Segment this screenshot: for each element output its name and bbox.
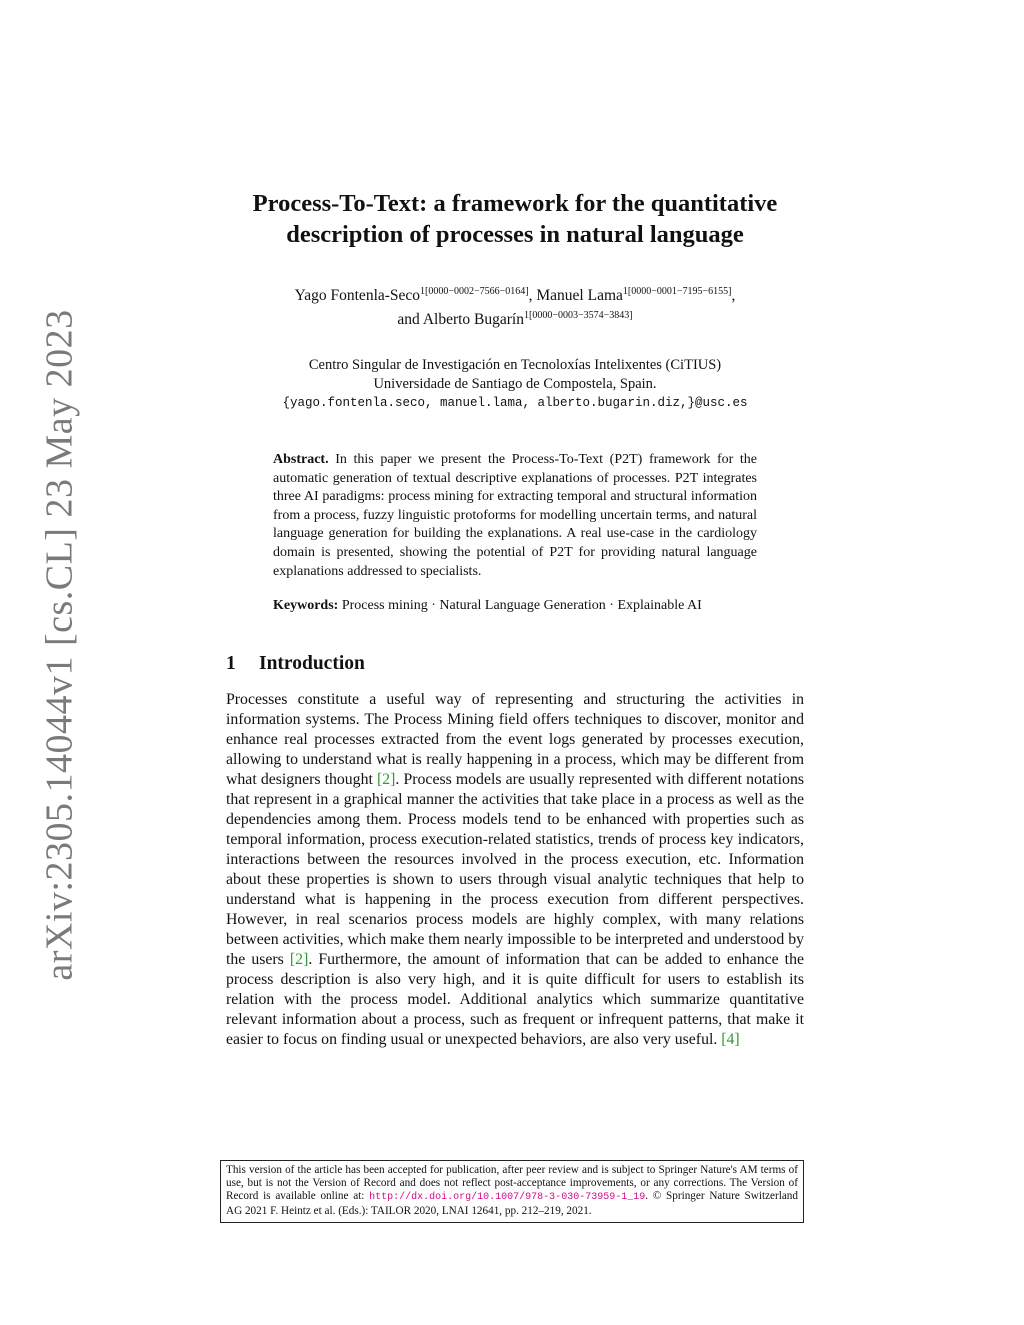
title-line-2: description of processes in natural language: [286, 221, 744, 248]
affiliation: [226, 356, 804, 413]
affiliation-line: Centro Singular de Investigación en Tecnoloxías Intelixentes (CiTIUS): [308, 357, 722, 373]
note-text: . © Springer Nature Switzerland AG 2021 F. Heintz et al. (Eds.): TAILOR 2020, LNAI 12641, pp. 212–219, 2021.: [226, 1190, 798, 1217]
note-text: This version of the article has been accepted for publication, after peer review and is subject to Springer Nature's AM terms of use, but is not the Version of Record and does not reflect post-acceptance improvements, or any corrections. The Version of Record is available online at:: [226, 1164, 798, 1203]
abstract-text: In this paper we present the Process-To-Text (P2T) framework for the automatic generation of textual descriptive explanations of processes. P2T integrates three AI paradigms: process mining for extracting temporal and structural information from a process, fuzzy linguistic protoforms for modelling uncertain terms, and natural language generation for building the explanations. A real use-case in the cardiology domain is presented, showing the potential of P2T for providing natural language explanations addressed to specialists.: [273, 452, 757, 579]
affiliation-line: Universidade de Santiago de Compostela, Spain.: [373, 376, 657, 392]
author-orcid: 1[0000−0003−3574−3843]: [523, 310, 633, 321]
author-name: and Alberto Bugarín: [397, 311, 524, 328]
section-title: Introduction: [259, 652, 365, 674]
paragraph-text: . Process models are usually represented with different notations that represent in a graphical manner the activities that take place in a process as well as the dependencies among them. Process models tend to be enhanced with properties such as temporal information, process execution-related statistics, trends of process key indicators, interactions between the resources involved in the process execution, etc. Information about these properties is shown to users through visual analytic techniques that help to understand what is happening in the process execution from different perspectives. However, in real scenarios process models are highly complex, with many relations between activities, which make them nearly impossible to be interpreted and understood by the users: [226, 770, 804, 968]
keywords: [273, 597, 757, 616]
author-name: Manuel Lama: [536, 287, 623, 304]
paragraph-text: Processes constitute a useful way of representing and structuring the activities in information systems. The Process Mining field offers techniques to discover, monitor and enhance real processes extracted from the event logs generated by processes execution, allowing to understand what is really happening in a process, which may be different from what designers thought: [226, 690, 804, 788]
author-list: Yago Fontenla-Seco$^{1[0000-0002-7566-0164]}$, Manuel Lama$^{1[0000-0001-7195-6155]}$, and Alberto Bugarín$^{1[0000-0003-3574-3843]}$: [294, 286, 736, 328]
keywords-label: Keywords:: [273, 598, 339, 614]
abstract-label: Abstract.: [273, 452, 329, 467]
section-heading: [226, 652, 804, 676]
publication-note: [220, 1160, 804, 1223]
paragraph-text: . Furthermore, the amount of information that can be added to enhance the process description is also very high, and it is quite difficult for users to establish its relation with the process model. Additional analytics which summarize quantitative relevant information about a process, such as frequent or infrequent patterns, that make it easier to focus on finding usual or unexpected behaviors, are also very useful.: [226, 950, 804, 1048]
citation-link[interactable]: [2]: [289, 950, 309, 968]
doi-link[interactable]: http://dx.doi.org/10.1007/978-3-030-73959-1_19: [369, 1192, 646, 1204]
abstract: [273, 451, 757, 581]
keywords-text: Process mining · Natural Language Generation · Explainable AI: [341, 598, 702, 614]
citation-link[interactable]: [4]: [721, 1030, 740, 1048]
author-orcid: 1[0000−0001−7195−6155]: [622, 286, 732, 297]
author-name: Yago Fontenla-Seco: [294, 287, 421, 304]
title-line-1: Process-To-Text: a framework for the quantitative: [252, 190, 778, 217]
author-orcid: 1[0000−0002−7566−0164]: [420, 286, 529, 297]
arxiv-identifier: [28, 309, 92, 981]
arxiv-identifier-text: arXiv:2305.14044v1 [cs.CL] 23 May 2023: [39, 309, 82, 981]
paper-title: [226, 188, 804, 250]
author-emails: {yago.fontenla.seco, manuel.lama, alberto.bugarin.diz,}@usc.es: [282, 396, 748, 410]
introduction-paragraph: [226, 690, 804, 1050]
paper-first-page: [226, 188, 804, 1050]
citation-link[interactable]: [2]: [377, 770, 396, 788]
section-number: 1: [226, 652, 236, 674]
